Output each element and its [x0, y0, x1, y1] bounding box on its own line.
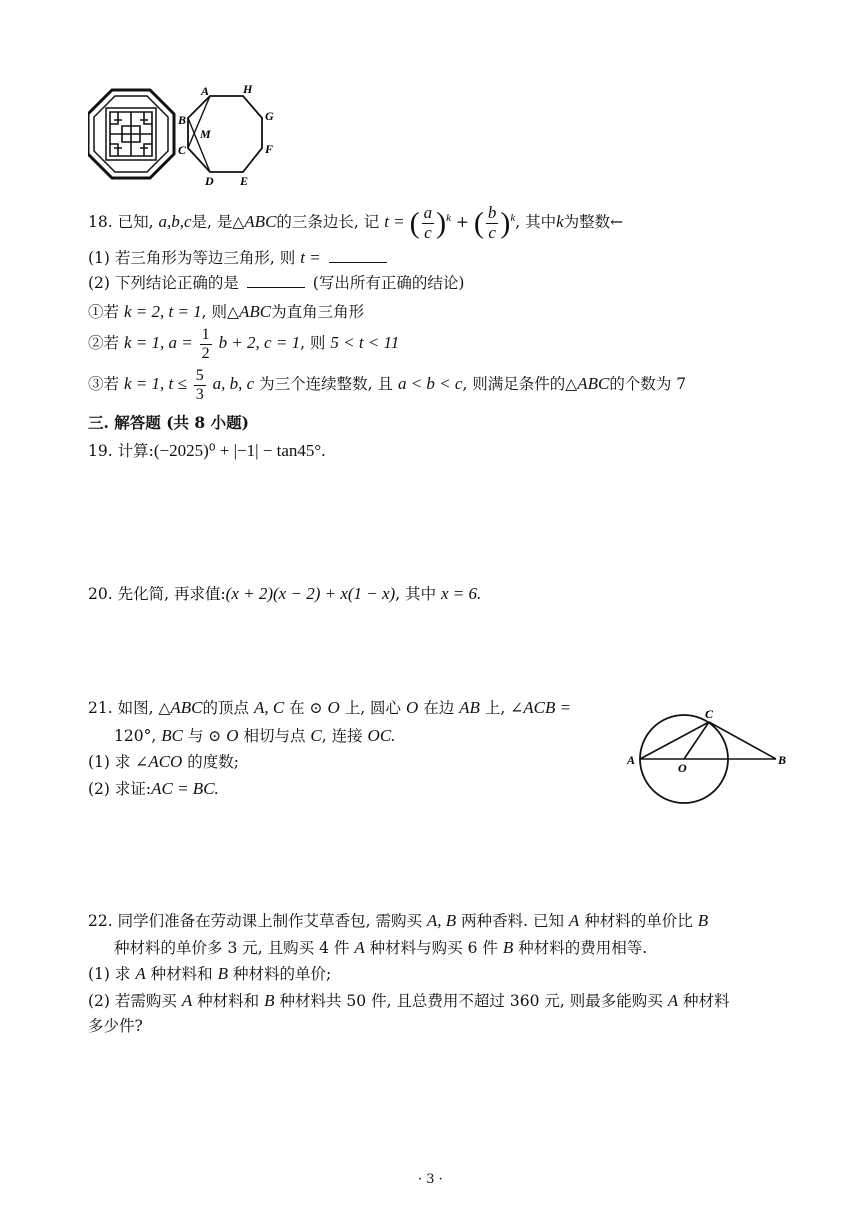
label-B: B	[778, 753, 787, 767]
label-A: A	[627, 753, 636, 767]
q22-l1-A: A	[568, 911, 580, 930]
q21-l2-b: 与 ⊙	[187, 727, 222, 745]
choice-3-fraction: $\frac{5}{3}$	[195, 367, 204, 403]
choice-2-b: , 则	[300, 334, 326, 353]
q19-text: 计算:	[117, 442, 154, 460]
q21-part-1	[88, 751, 239, 772]
choice-3-n: 7	[676, 375, 687, 394]
q22-l2-d: 种材料与购买	[369, 939, 463, 957]
q18-part-1-text: (1) 若三角形为等边三角形, 则	[88, 249, 296, 267]
q21-l2-c: 相切与点	[243, 727, 306, 745]
line-oc	[684, 722, 709, 759]
q21-p2-m: AC = BC.	[151, 779, 219, 798]
label-C: C	[705, 707, 714, 721]
q22-l1-a: 同学们准备在劳动课上制作艾草香包, 需购买	[117, 912, 422, 930]
q22-p2-d: 件, 且总费用不超过	[371, 992, 505, 1010]
q22-l2-4: 4	[319, 939, 329, 957]
q21-line-1	[88, 697, 571, 718]
q21-p2-a: (2) 求证:	[88, 780, 152, 798]
choice-1-b: , 则△	[201, 303, 239, 321]
q19-number: 19.	[88, 442, 113, 460]
q20-number: 20.	[88, 585, 113, 603]
q22-p2-e: 元, 则最多能购买	[544, 992, 663, 1010]
q19	[88, 440, 325, 461]
q18-plus: +	[455, 213, 469, 232]
choice-1-math: k = 2, t = 1	[123, 302, 202, 321]
q21-l1-ab: AB	[459, 698, 480, 717]
q18-k: k	[556, 212, 564, 232]
q22-l2-a: 种材料的单价多	[114, 939, 223, 957]
q22-p2-A2: A	[667, 991, 679, 1010]
q18-intro-a: 已知,	[117, 213, 154, 232]
q18-vars: a,b,c	[158, 212, 192, 232]
q18-choice-1	[88, 301, 364, 322]
choice-1-c: 为直角三角形	[271, 303, 365, 321]
q19-expression: (−2025)⁰ + |−1| − tan45°.	[153, 441, 326, 460]
q22-l1-B: B	[697, 911, 709, 930]
q18-choice-2	[88, 326, 399, 362]
q22-l2-e: 件	[482, 939, 498, 957]
q22-p1-A: A	[135, 964, 146, 983]
q18-abc: ABC	[244, 212, 277, 232]
q22-p2-a: (2) 若需购买	[88, 992, 177, 1010]
choice-3-a: ③若	[88, 375, 120, 394]
q21-l1-b: 的顶点	[202, 699, 249, 717]
q22-p1-a: (1) 求	[88, 965, 131, 983]
q18-tail-a: , 其中	[515, 213, 557, 232]
q20-value: x = 6.	[441, 584, 482, 603]
q22-l2-B: B	[502, 938, 514, 957]
q21-l2-cc: C	[310, 726, 322, 745]
q22-l2-c: 件	[333, 939, 350, 957]
choice-2-a: ②若	[88, 334, 120, 353]
label-A: A	[201, 84, 210, 98]
label-F: F	[265, 142, 274, 156]
q22-p1-b: 种材料和	[150, 965, 213, 983]
label-D: D	[205, 174, 214, 188]
q22-line-1	[88, 910, 708, 931]
q22-part-2-cont	[88, 1017, 143, 1036]
q21-line-2	[114, 725, 395, 746]
q21-part-2	[88, 778, 219, 799]
q21-l1-abc: ABC	[170, 698, 203, 717]
q20-text: 先化简, 再求值:	[117, 585, 226, 603]
label-G: G	[265, 109, 274, 123]
q18-fraction-2: $\frac{b}{c}$	[487, 203, 497, 242]
q22-l1-b: 两种香料. 已知	[461, 912, 564, 930]
choice-3-math-1: k = 1, t ≤	[123, 374, 187, 394]
q18-choice-3	[88, 367, 686, 403]
figure-21-svg	[622, 700, 792, 810]
answer-blank-1[interactable]	[329, 248, 387, 263]
q21-p1-m: ACO	[148, 752, 183, 771]
lattice-window	[88, 90, 174, 178]
q18-part-1-t: t =	[300, 248, 321, 267]
page-number: · 3 ·	[418, 1172, 443, 1187]
q22-l2-f: 种材料的费用相等.	[518, 939, 648, 957]
q18-part-2	[88, 273, 464, 293]
q22-part-2	[88, 990, 730, 1011]
q22-p1-c: 种材料的单价;	[232, 965, 332, 983]
label-M: M	[200, 127, 211, 141]
q20-expression: (x + 2)(x − 2) + x(1 − x)	[225, 584, 396, 603]
q18-part-2-text: (2) 下列结论正确的是	[88, 274, 239, 292]
q22-l2-3: 3	[227, 939, 238, 957]
figure-17-svg	[88, 82, 288, 192]
q18-tail-b: 为整数←	[563, 213, 624, 232]
q21-l2-oc: OC.	[367, 726, 396, 745]
q21-l1-a: 如图, △	[117, 699, 171, 717]
q22-l2-A: A	[354, 938, 365, 957]
q22-line-2	[114, 937, 647, 958]
q21-l2-o: O	[226, 726, 239, 745]
q22-l2-b: 元, 且购买	[242, 939, 315, 957]
figure-21	[622, 700, 792, 810]
q22-number: 22.	[88, 912, 113, 930]
answer-blank-2[interactable]	[247, 273, 305, 288]
q18-exp-1: k	[446, 212, 451, 225]
choice-3-c: , 则满足条件的△	[462, 375, 578, 394]
choice-2-math-3: 5 < t < 11	[330, 333, 400, 353]
choice-2-math-1: k = 1, a =	[123, 333, 193, 353]
q22-p2-50: 50	[346, 992, 367, 1010]
q21-l1-d: 上, 圆心	[344, 699, 402, 717]
q21-l1-e: 在边	[423, 699, 455, 717]
q18-intro-c: 的三条边长, 记	[276, 213, 380, 232]
q21-l2-bc: BC	[161, 726, 183, 745]
choice-3-math-2: a, b, c	[212, 374, 255, 394]
choice-3-math-3: a < b < c	[397, 374, 463, 394]
label-E: E	[240, 174, 249, 188]
q22-l1-c: 种材料的单价比	[584, 912, 693, 930]
q18-fraction-1: $\frac{a}{c}$	[423, 203, 433, 242]
line-ac	[640, 722, 709, 759]
section-heading: 三. 解答题 (共 8 小题)	[88, 413, 249, 432]
q22-l2-6: 6	[467, 939, 478, 957]
q22-l1-ab: A, B	[426, 911, 457, 930]
q22-p2-f: 种材料	[683, 992, 730, 1010]
q22-p2-A: A	[181, 991, 193, 1010]
q22-p1-B: B	[217, 964, 228, 983]
q22-p2-c: 种材料共	[279, 992, 342, 1010]
q22-p2-b: 种材料和	[197, 992, 260, 1010]
q18-t-eq: t =	[384, 212, 405, 232]
choice-2-fraction: $\frac{1}{2}$	[201, 326, 210, 362]
octagon-figure	[177, 82, 274, 188]
q18-exp-2: k	[510, 212, 516, 225]
q20	[88, 583, 481, 604]
q18-stem: 18. 已知, a,b,c是, 是△ABC的三条边长, 记 t = ( $\frac{a}{c}$ )$^k$ + ( $\frac{b}{c}$ )$^k$, 其中k为整数←	[88, 203, 624, 242]
choice-1-a: ①若	[88, 303, 120, 321]
q18-part-2-tail: (写出所有正确的结论)	[312, 274, 465, 292]
q18-intro-b: 是, 是△	[191, 213, 245, 232]
figure-17	[88, 82, 288, 192]
label-O: O	[678, 761, 687, 775]
q18-number: 18.	[88, 213, 113, 232]
line-cb	[709, 722, 776, 759]
q21-p1-a: (1) 求 ∠	[88, 753, 149, 771]
q21-l1-o2: O	[405, 698, 419, 717]
q20-text-2: , 其中	[395, 585, 437, 603]
q22-p2-g: 多少件?	[88, 1017, 143, 1035]
choice-3-d: 的个数为	[609, 375, 672, 394]
q21-p1-b: 的度数;	[187, 753, 239, 771]
q18-part-1	[88, 247, 390, 268]
label-B: B	[178, 113, 187, 127]
q21-l2-a: 120°,	[114, 727, 157, 745]
label-H: H	[243, 82, 253, 96]
choice-3-b: 为三个连续整数, 且	[259, 375, 393, 394]
q21-l1-c: 在 ⊙	[289, 699, 323, 717]
q21-l1-f: 上, ∠	[484, 699, 524, 717]
choice-2-math-2: b + 2, c = 1	[218, 333, 301, 353]
q21-l1-o: O	[327, 698, 340, 717]
q21-l2-d: , 连接	[321, 727, 363, 745]
choice-3-abc: ABC	[577, 374, 610, 394]
label-C: C	[178, 143, 187, 157]
q21-l1-acb: ACB =	[523, 698, 572, 717]
q21-number: 21.	[88, 699, 113, 717]
q22-p2-360: 360	[509, 992, 540, 1010]
q22-part-1	[88, 963, 331, 984]
q21-l1-ac: A, C	[253, 698, 285, 717]
choice-1-abc: ABC	[238, 302, 272, 321]
q22-p2-B: B	[264, 991, 275, 1010]
